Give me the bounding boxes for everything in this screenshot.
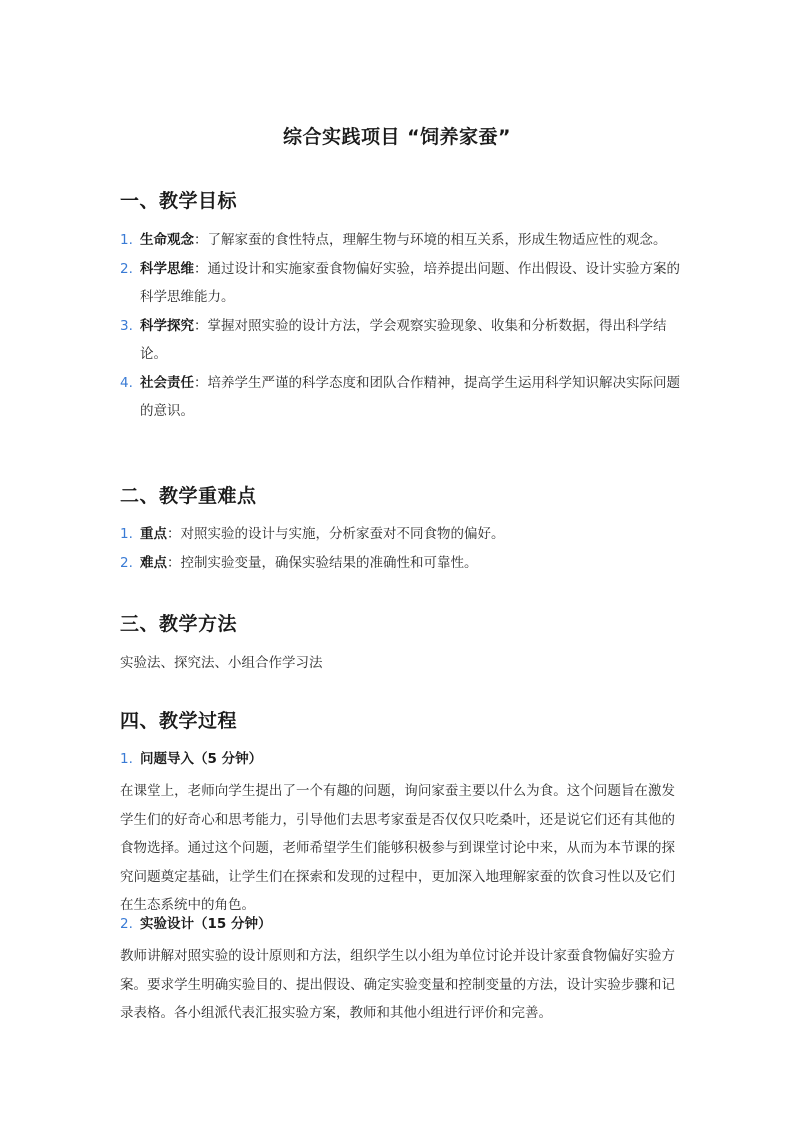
item-label: 难点 [140, 555, 167, 571]
item-text: ：了解家蚕的食性特点，理解生物与环境的相互关系，形成生物适应性的观念。 [194, 232, 667, 248]
step-heading [120, 910, 272, 938]
list-number: 3. [120, 318, 133, 334]
step-text: 教师讲解对照实验的设计原则和方法，组织学生以小组为单位讨论并设计家蚕食物偏好实验方案。要求学生明确实验目的、提出假设、确定实验变量和控制变量的方法，设计实验步骤和记录表格。各小组派代表汇报实验方案，教师和其他小组进行评价和完善。 [120, 948, 675, 1021]
item-text: ：对照实验的设计与实施，分析家蚕对不同食物的偏好。 [167, 526, 505, 542]
document-title: 综合实践项目 “饲养家蚕” [282, 126, 512, 148]
step-title: 实验设计（15 分钟） [140, 916, 272, 932]
difficulties-list [120, 520, 680, 578]
item-label: 重点 [140, 526, 167, 542]
item-text: ：培养学生严谨的科学态度和团队合作精神，提高学生运用科学知识解决实际问题的意识。 [140, 375, 680, 419]
list-number: 1. [120, 526, 133, 542]
step-title: 问题导入（5 分钟） [140, 751, 263, 767]
list-item [120, 255, 680, 311]
item-label: 科学思维 [140, 261, 194, 277]
section-heading-difficulties: 二、教学重难点 [120, 485, 257, 507]
list-number: 1. [120, 232, 133, 248]
list-number: 4. [120, 375, 133, 391]
item-label: 生命观念 [140, 232, 194, 248]
list-item [120, 312, 680, 368]
methods-text: 实验法、探究法、小组合作学习法 [120, 655, 323, 671]
step-text: 在课堂上，老师向学生提出了一个有趣的问题，询问家蚕主要以什么为食。这个问题旨在激发学生们的好奇心和思考能力，引导他们去思考家蚕是否仅仅只吃桑叶，还是说它们还有其他的食物选择。通过这个问题，老师希望学生们能够积极参与到课堂讨论中来，从而为本节课的探究问题奠定基础，让学生们在探索和发现的过程中，更加深入地理解家蚕的饮食习性以及它们在生态系统中的角色。 [120, 783, 675, 913]
list-item [120, 226, 680, 254]
section-heading-methods: 三、教学方法 [120, 613, 238, 635]
item-label: 社会责任 [140, 375, 194, 391]
section-heading-process: 四、教学过程 [120, 710, 238, 732]
list-item [120, 369, 680, 425]
item-text: ：控制实验变量，确保实验结果的准确性和可靠性。 [167, 555, 478, 571]
item-text: ：掌握对照实验的设计方法，学会观察实验现象、收集和分析数据，得出科学结论。 [140, 318, 667, 362]
list-item [120, 549, 680, 577]
step-number: 2. [120, 916, 133, 932]
item-text: ：通过设计和实施家蚕食物偏好实验，培养提出问题、作出假设、设计实验方案的科学思维能力。 [140, 261, 680, 305]
list-number: 2. [120, 555, 133, 571]
goals-list [120, 226, 680, 426]
list-number: 2. [120, 261, 133, 277]
step-heading [120, 745, 262, 773]
list-item [120, 520, 680, 548]
step-number: 1. [120, 751, 133, 767]
item-label: 科学探究 [140, 318, 194, 334]
section-heading-goals: 一、教学目标 [120, 190, 238, 212]
